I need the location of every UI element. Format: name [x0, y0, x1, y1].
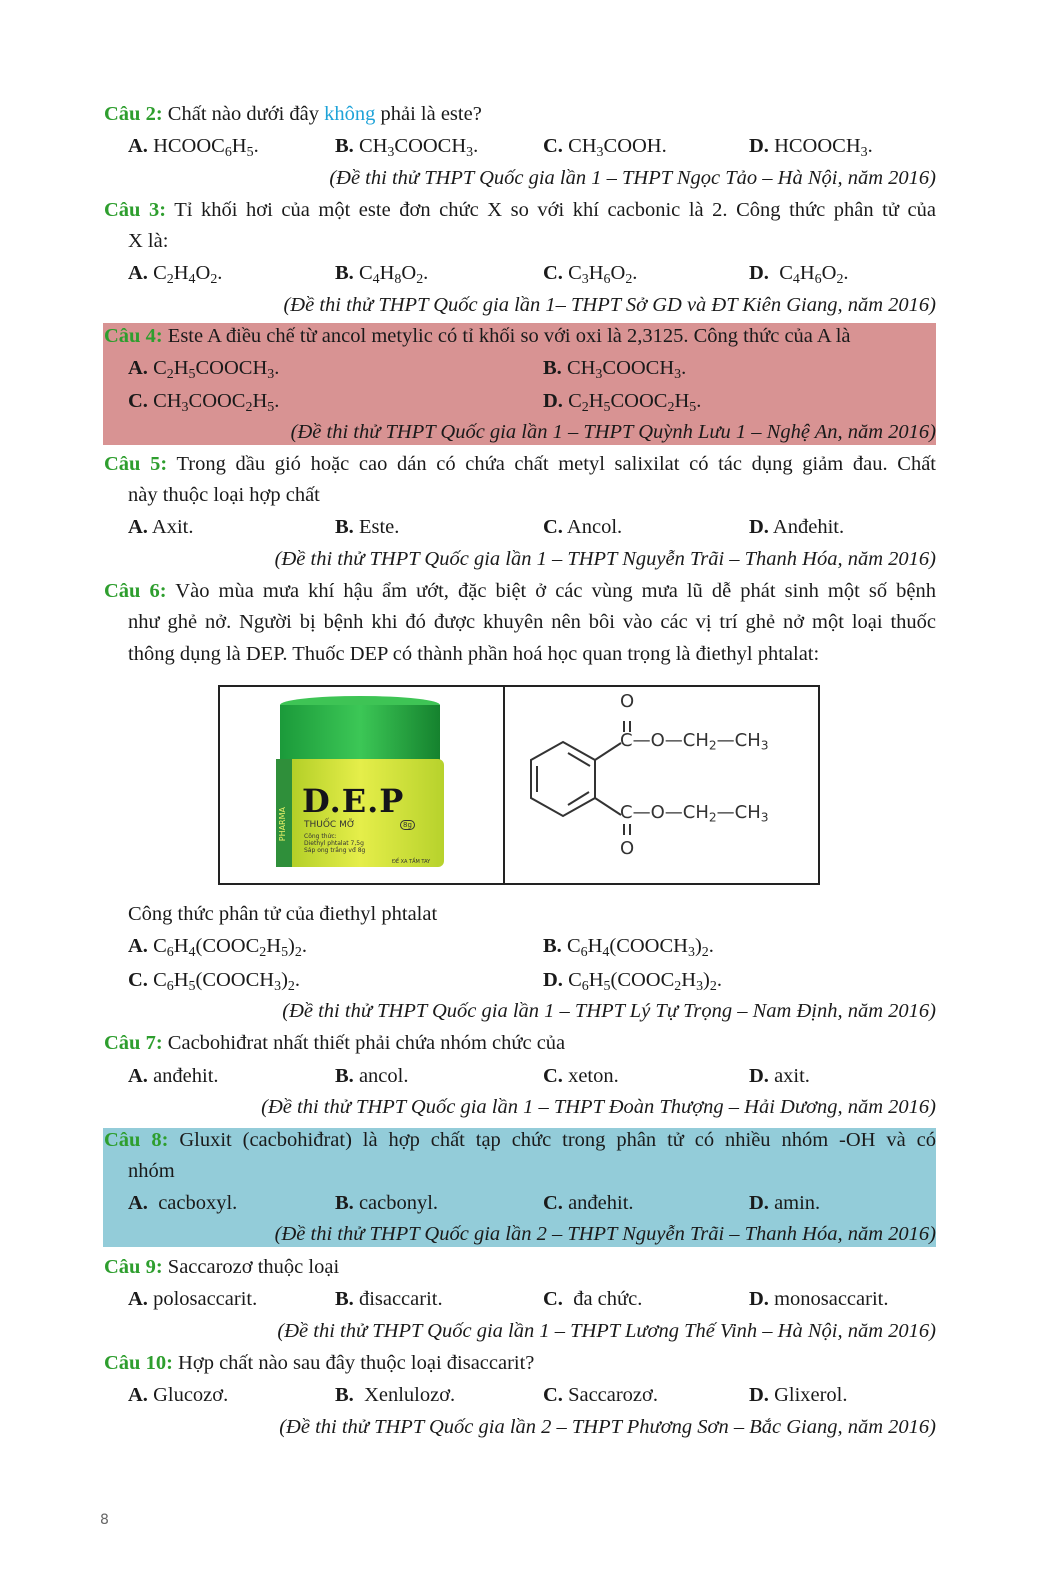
question-2-number: Câu 2:: [104, 103, 163, 125]
upper-ester-chain: $C—O—CH_2—CH_3$: [620, 730, 769, 753]
question-6-options-row-2: [104, 964, 936, 996]
option-d: D. amin.: [749, 1192, 821, 1214]
option-a: A. anđehit.: [128, 1065, 219, 1087]
question-4-options-row-2: [104, 385, 936, 417]
question-10-number: Câu 10:: [104, 1352, 173, 1374]
question-10-options: [104, 1379, 936, 1411]
jar-weight: 8g: [400, 820, 415, 830]
bond-upper-carbonyl: [595, 743, 621, 760]
dep-figure: [218, 685, 820, 885]
option-a: A. polosaccarit.: [128, 1288, 258, 1310]
question-2-options: [104, 130, 936, 162]
jar-formula: Công thức: Diethyl phtalat 7,5g Sáp ong trắng vđ 8g: [304, 833, 366, 854]
option-d: D. $C_2H_5COOC_2H_5$.: [543, 390, 702, 415]
question-4-source: (Đề thi thử THPT Quốc gia lần 1 – THPT Quỳnh Lưu 1 – Nghệ An, năm 2016): [290, 421, 936, 443]
jar-side-text: PHARMA: [278, 807, 287, 842]
question-8-stem-line-2: nhóm: [128, 1160, 175, 1182]
option-a: A. Axit.: [128, 516, 194, 538]
question-6-stem-line-3: thông dụng là DEP. Thuốc DEP có thành phần hoá học quan trọng là điethyl phtalat:: [128, 643, 820, 665]
question-6-stem: Câu 6: Vào mùa mưa khí hậu ẩm ướt, đặc biệt ở các vùng mưa lũ dễ phát sinh một số bệnh: [104, 580, 936, 602]
lower-oxygen: O: [620, 838, 635, 859]
option-d: D. $HCOOCH_3$.: [749, 135, 873, 160]
option-b: B. $CH_3COOCH_3$.: [335, 135, 479, 160]
question-10-source: (Đề thi thử THPT Quốc gia lần 2 – THPT Phương Sơn – Bắc Giang, năm 2016): [279, 1416, 936, 1438]
lower-ester-chain: $C—O—CH_2—CH_3$: [620, 802, 769, 825]
keyword-khong: không: [324, 103, 376, 125]
question-8-stem: Câu 8: Gluxit (cacbohiđrat) là hợp chất tạp chức trong phân tử có nhiều nhóm -OH và có: [104, 1129, 936, 1151]
option-b: B. đisaccarit.: [335, 1288, 443, 1310]
jar-brand: D.E.P: [302, 782, 405, 820]
question-9-options: [104, 1283, 936, 1315]
question-3-stem: Câu 3: Tỉ khối hơi của một este đơn chức X so với khí cacbonic là 2. Công thức phân tử của: [104, 199, 936, 221]
option-c: C. anđehit.: [543, 1192, 634, 1214]
question-3-stem-line-2: X là:: [128, 230, 169, 252]
option-d: D. Anđehit.: [749, 516, 845, 538]
question-5-source: (Đề thi thử THPT Quốc gia lần 1 – THPT Nguyễn Trãi – Thanh Hóa, năm 2016): [274, 548, 936, 570]
option-a: A. cacboxyl.: [128, 1192, 238, 1214]
option-c: C. Saccarozơ.: [543, 1384, 659, 1406]
option-c: C. Ancol.: [543, 516, 623, 538]
question-3-number: Câu 3:: [104, 199, 167, 221]
option-a: A. $C_2H_5COOCH_3$.: [128, 357, 280, 382]
option-c: C. $CH_3COOC_2H_5$.: [128, 390, 280, 415]
upper-oxygen: O: [620, 691, 635, 712]
option-a: A. $HCOOC_6H_5$.: [128, 135, 259, 160]
question-6-options-row-1: [104, 930, 936, 962]
question-2-stem: Câu 2: Chất nào dưới đây không phải là este?: [104, 103, 482, 125]
option-d: D. monosaccarit.: [749, 1288, 889, 1310]
question-6-prompt: Công thức phân tử của điethyl phtalat: [128, 903, 438, 925]
question-7-number: Câu 7:: [104, 1032, 163, 1054]
question-7-stem: Câu 7: Cacbohiđrat nhất thiết phải chứa nhóm chức của: [104, 1032, 566, 1054]
jar-lid: [280, 705, 440, 761]
question-6-stem-line-2: như ghẻ nở. Người bị bệnh khi đó được khuyên nên bôi vào các vị trí ghẻ nở một loại thuốc: [128, 611, 936, 633]
option-a: A. $C_2H_4O_2$.: [128, 262, 223, 287]
option-d: D. $C_4H_6O_2$.: [749, 262, 849, 287]
diethyl-phthalate-structure: [505, 687, 817, 883]
option-b: B. $C_4H_8O_2$.: [335, 262, 429, 287]
option-a: A. Glucozơ.: [128, 1384, 229, 1406]
page-number: 8: [100, 1512, 109, 1528]
option-c: C. $CH_3COOH$.: [543, 135, 667, 160]
option-b: B. ancol.: [335, 1065, 409, 1087]
option-b: B. cacbonyl.: [335, 1192, 439, 1214]
question-3-source: (Đề thi thử THPT Quốc gia lần 1– THPT Sở GD và ĐT Kiên Giang, năm 2016): [283, 294, 936, 316]
question-3-options: [104, 257, 936, 289]
question-6-source: (Đề thi thử THPT Quốc gia lần 1 – THPT Lý Tự Trọng – Nam Định, năm 2016): [282, 1000, 936, 1022]
option-b: B. $CH_3COOCH_3$.: [543, 357, 687, 382]
question-9-number: Câu 9:: [104, 1256, 163, 1278]
benzene-ring: [531, 742, 595, 816]
question-4-stem: Câu 4: Este A điều chế từ ancol metylic có tỉ khối so với oxi là 2,3125. Công thức của A là: [104, 325, 851, 347]
option-d: D. Glixerol.: [749, 1384, 848, 1406]
question-5-number: Câu 5:: [104, 453, 168, 475]
question-5-stem-line-2: này thuộc loại hợp chất: [128, 484, 320, 506]
option-b: B. Este.: [335, 516, 400, 538]
option-d: D. $C_6H_5(COOC_2H_3)_2$.: [543, 969, 722, 994]
option-b: B. $C_6H_4(COOCH_3)_2$.: [543, 935, 714, 960]
option-a: A. $C_6H_4(COOC_2H_5)_2$.: [128, 935, 307, 960]
question-9-source: (Đề thi thử THPT Quốc gia lần 1 – THPT Lương Thế Vinh – Hà Nội, năm 2016): [277, 1320, 936, 1342]
question-4-number: Câu 4:: [104, 325, 163, 347]
question-6-number: Câu 6:: [104, 580, 167, 602]
option-d: D. axit.: [749, 1065, 810, 1087]
option-c: C. đa chức.: [543, 1288, 643, 1310]
option-c: C. $C_3H_6O_2$.: [543, 262, 638, 287]
question-5-options: [104, 511, 936, 543]
question-8-source: (Đề thi thử THPT Quốc gia lần 2 – THPT Nguyễn Trãi – Thanh Hóa, năm 2016): [274, 1223, 936, 1245]
option-c: C. $C_6H_5(COOCH_3)_2$.: [128, 969, 300, 994]
question-7-options: [104, 1060, 936, 1092]
option-c: C. xeton.: [543, 1065, 619, 1087]
question-9-stem: Câu 9: Saccarozơ thuộc loại: [104, 1256, 340, 1278]
question-7-source: (Đề thi thử THPT Quốc gia lần 1 – THPT Đoàn Thượng – Hải Dương, năm 2016): [261, 1096, 936, 1118]
question-10-stem: Câu 10: Hợp chất nào sau đây thuộc loại đisaccarit?: [104, 1352, 535, 1374]
question-8-number: Câu 8:: [104, 1129, 169, 1151]
jar-note: ĐỂ XA TẦM TAY: [392, 859, 431, 865]
question-5-stem: Câu 5: Trong dầu gió hoặc cao dán có chứa chất metyl salixilat có tác dụng giảm đau. Chất: [104, 453, 936, 475]
question-2-source: (Đề thi thử THPT Quốc gia lần 1 – THPT Ngọc Tảo – Hà Nội, năm 2016): [329, 167, 936, 189]
bond-lower-carbonyl: [595, 798, 621, 815]
question-4-options-row-1: [104, 352, 936, 384]
option-b: B. Xenlulozơ.: [335, 1384, 456, 1406]
jar-subtitle: THUỐC MỠ: [304, 820, 356, 830]
question-8-options: [104, 1187, 936, 1219]
